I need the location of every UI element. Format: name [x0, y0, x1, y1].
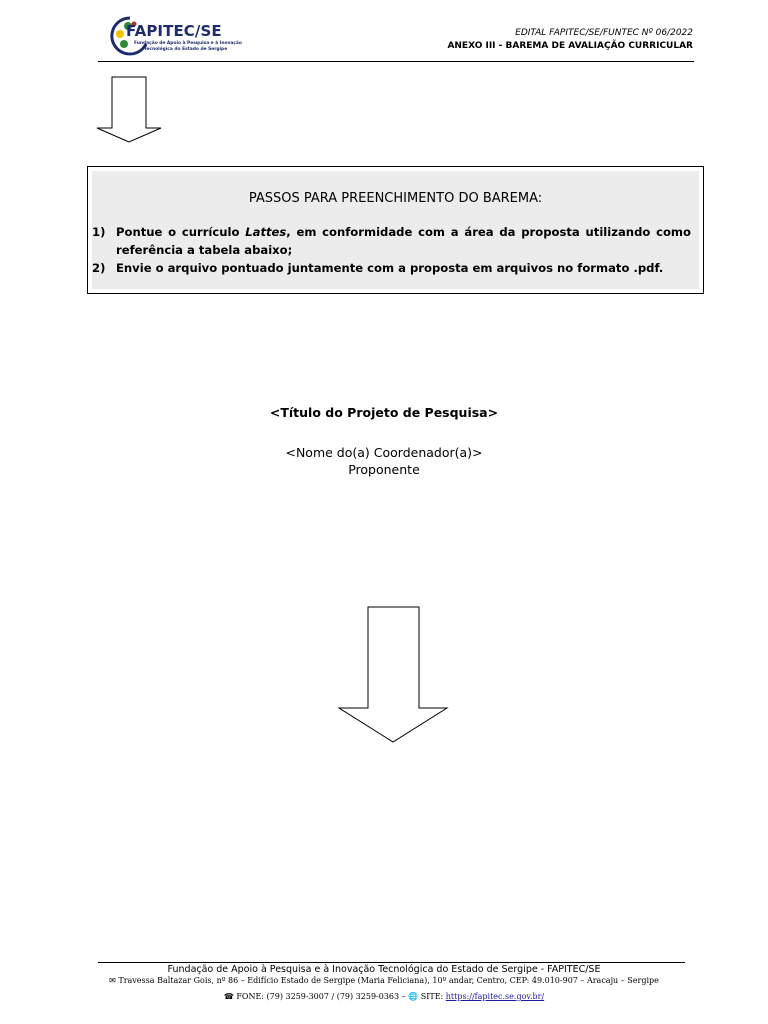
down-arrow-icon: [96, 76, 164, 144]
step-number: 1): [92, 225, 106, 239]
site-link[interactable]: https://fapitec.se.gov.br/: [445, 992, 545, 1001]
project-title: <Título do Projeto de Pesquisa>: [269, 405, 499, 420]
list-item: [92, 223, 691, 259]
step-number: 2): [92, 261, 106, 275]
down-arrow-icon: [338, 606, 450, 744]
footer-institution: Fundação de Apoio à Pesquisa e à Inovação Tecnológica do Estado de Sergipe - FAPITEC/SE: [167, 964, 601, 975]
coordinator-name: <Nome do(a) Coordenador(a)>: [285, 445, 483, 460]
address-text: Travessa Baltazar Gois, nº 86 – Edifício Estado de Sergipe (Maria Feliciana), 10º andar, Centro, CEP: 49.010-907 – Aracaju – Sergipe: [118, 976, 659, 985]
site-label: SITE:: [420, 992, 444, 1001]
list-item: [92, 259, 691, 277]
step-emphasis: Lattes: [245, 225, 287, 239]
step-text: Pontue o currículo: [116, 225, 246, 239]
fapitec-logo: [108, 12, 248, 58]
globe-icon: 🌐: [408, 992, 419, 1001]
footer-contact: [0, 992, 768, 1001]
header-divider: [98, 61, 694, 62]
envelope-icon: ✉: [109, 976, 116, 985]
instructions-title: PASSOS PARA PREENCHIMENTO DO BAREMA:: [248, 191, 543, 206]
footer-address: [0, 976, 768, 985]
phone-icon: ☎: [223, 992, 234, 1001]
step-text: Envie o arquivo pontuado juntamente com a proposta em arquivos no formato .pdf.: [116, 261, 664, 275]
logo-name: FAPITEC/SE: [126, 22, 222, 40]
instructions-box: [87, 166, 704, 294]
steps-list: [92, 223, 691, 277]
phone-text: FONE: (79) 3259-3007 / (79) 3259-0363 –: [236, 992, 406, 1001]
annex-title: ANEXO III - BAREMA DE AVALIAÇÃO CURRICULAR: [447, 41, 693, 51]
logo-subtitle: Fundação de Apoio à Pesquisa e à Inovação: [134, 41, 242, 46]
step-text: , em conformidade com a área da proposta utilizando como referência a tabela abaixo;: [116, 225, 691, 257]
footer-divider: [98, 962, 685, 963]
edital-reference: EDITAL FAPITEC/SE/FUNTEC Nº 06/2022: [515, 28, 693, 38]
role-label: Proponente: [348, 462, 420, 477]
logo-subtitle: Tecnológica do Estado de Sergipe: [144, 47, 228, 52]
